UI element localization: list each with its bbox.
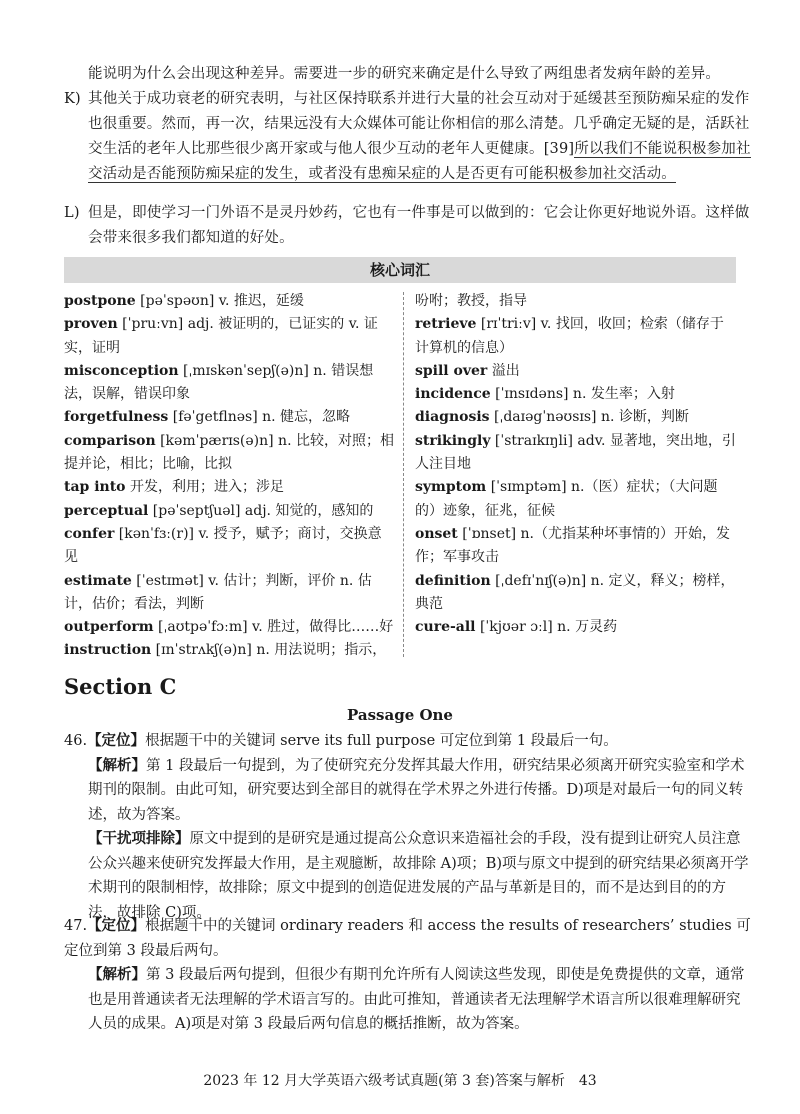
vocab-entry xyxy=(415,383,737,406)
vocab-def: [ˈkjʊər ɔːl] n. 万灵药 xyxy=(475,619,618,636)
vocab-entry xyxy=(415,313,737,360)
locate-text: 根据题干中的关键词 ordinary readers 和 access the results of researchers’ studies 可定位到第 3 段最后两句。 xyxy=(64,918,751,959)
vocab-entry xyxy=(64,570,394,617)
vocab-def: [ˈɪnsɪdəns] n. 发生率；入射 xyxy=(490,386,675,403)
vocab-def: [ˌmɪskənˈsepʃ(ə)n] n. 错误想法，误解，错误印象 xyxy=(64,362,374,403)
vocab-def: [kənˈfɜː(r)] v. 授予，赋予；商讨，交换意见 xyxy=(64,525,382,566)
paragraph-k xyxy=(64,87,754,187)
paragraph-l-text: 但是，即使学习一门外语不是灵丹妙药，它也有一件事是可以做到的：它会让你更好地说外语。这样做会带来很多我们都知道的好处。 xyxy=(88,205,750,246)
vocab-def: [ˌaʊtpəˈfɔːm] v. 胜过，做得比……好 xyxy=(153,619,394,636)
vocab-def: [pəˈspəʊn] v. 推迟，延缓 xyxy=(135,293,304,309)
vocab-word: spill over xyxy=(415,362,488,379)
vocab-entry xyxy=(415,290,737,313)
vocab-word: forgetfulness xyxy=(64,409,169,426)
vocab-right-column xyxy=(415,290,737,639)
paragraph-k-body xyxy=(64,87,754,187)
vocab-entry xyxy=(415,406,737,429)
vocab-def: [fəˈgetflnəs] n. 健忘，忽略 xyxy=(168,409,351,426)
paragraph-l-letter: L) xyxy=(64,205,80,221)
vocab-entry xyxy=(64,523,394,570)
locate-label: 【定位】 xyxy=(87,917,146,934)
intro-paragraph xyxy=(88,62,748,87)
vocab-word: incidence xyxy=(415,386,491,403)
question-46-distractors xyxy=(64,827,754,925)
analysis-label: 【解析】 xyxy=(88,966,146,983)
vocab-word: diagnosis xyxy=(415,409,490,426)
distractor-text: 原文中提到的是研究是通过提高公众意识来造福社会的手段，没有提到让研究人员注意公众兴趣来使研究发挥最大作用，是主观臆断，故排除 A)项；B)项与原文中提到的研究结果必须离开学术期刊的限制相悖，故排除；原文中提到的创造促进发展的产品与革新是目的，而不是达到目的的方法，故排除 C)项。 xyxy=(88,831,749,921)
vocab-word: outperform xyxy=(64,619,154,636)
question-47-locate xyxy=(64,914,754,963)
question-46-analysis xyxy=(64,754,754,828)
question-47 xyxy=(64,914,754,1037)
vocab-def: [ˌdefɪˈnɪʃ(ə)n] n. 定义，释义；榜样，典范 xyxy=(415,572,735,612)
vocab-def: [ˈsɪmptəm] n.（医）症状；（大问题的）迹象，征兆，征候 xyxy=(415,479,718,519)
locate-text: 根据题干中的关键词 serve its full purpose 可定位到第 1 段最后一句。 xyxy=(145,733,618,749)
locate-label: 【定位】 xyxy=(87,732,146,749)
vocab-def: 吩咐；教授，指导 xyxy=(415,293,527,309)
underlined-sentence: 所以我们不能说积极参加社交活动是否能预防痴呆症的发生，或者没有患痴呆症的人是否更有可能积极参加社交活动。 xyxy=(88,141,751,182)
vocab-entry xyxy=(415,476,737,523)
vocab-word: tap into xyxy=(64,479,126,496)
vocab-word: definition xyxy=(415,572,491,589)
vocab-def: [ˈpruːvn] adj. 被证明的，已证实的 v. 证实，证明 xyxy=(64,316,378,356)
paragraph-l xyxy=(64,201,754,251)
vocab-def: [kəmˈpærɪs(ə)n] n. 比较，对照；相提并论，相比；比喻，比拟 xyxy=(64,432,394,473)
vocab-def: [ɪnˈstrʌkʃ(ə)n] n. 用法说明；指示， xyxy=(151,642,387,659)
vocab-def: 开发，利用；进入；涉足 xyxy=(125,479,284,496)
question-47-analysis xyxy=(64,963,754,1037)
vocab-entry xyxy=(415,360,737,383)
analysis-text: 第 1 段最后一句提到，为了使研究充分发挥其最大作用，研究结果必须离开研究实验室和学术期刊的限制。由此可知，研究要达到全部目的就得在学术界之外进行传播。D)项是对最后一句的同义转述，故为答案。 xyxy=(88,757,745,823)
vocab-word: misconception xyxy=(64,362,179,379)
vocab-word: comparison xyxy=(64,432,156,449)
vocab-word: cure-all xyxy=(415,619,476,636)
vocab-word: proven xyxy=(64,316,118,333)
vocab-word: postpone xyxy=(64,293,136,309)
column-divider xyxy=(403,292,404,657)
vocab-def: [ˈstraɪkɪŋli] adv. 显著地，突出地，引人注目地 xyxy=(415,432,736,473)
vocab-entry xyxy=(64,313,394,360)
analysis-text: 第 3 段最后两句提到，但很少有期刊允许所有人阅读这些发现，即使是免费提供的文章，通常也是用普通读者无法理解的学术语言写的。由此可推知，普通读者无法理解学术语言所以很难理解研究人员的成果。A)项是对第 3 段最后两句信息的概括推断，故为答案。 xyxy=(88,967,745,1032)
vocab-header: 核心词汇 xyxy=(64,257,736,283)
vocab-word: strikingly xyxy=(415,432,491,449)
question-46-locate xyxy=(64,729,754,754)
question-number: 46. xyxy=(64,733,88,749)
distractor-label: 【干扰项排除】 xyxy=(88,830,190,847)
vocab-word: perceptual xyxy=(64,502,149,519)
vocab-entry xyxy=(64,500,394,523)
question-marker: [39] xyxy=(543,141,575,157)
vocab-def: [ˈestɪmət] v. 估计；判断，评价 n. 估计，估价；看法，判断 xyxy=(64,572,372,612)
vocab-entry xyxy=(415,616,737,639)
vocab-entry xyxy=(64,639,394,662)
vocab-def: [rɪˈtriːv] v. 找回，收回；检索（储存于计算机的信息） xyxy=(415,316,724,356)
vocab-entry xyxy=(64,476,394,499)
paragraph-k-letter: K) xyxy=(64,91,81,107)
vocab-entry xyxy=(415,523,737,570)
vocab-word: estimate xyxy=(64,572,132,589)
vocab-entry xyxy=(415,430,737,477)
vocab-def: 溢出 xyxy=(487,362,520,379)
question-46 xyxy=(64,729,754,925)
vocab-entry xyxy=(64,430,394,477)
vocab-def: [pəˈseptʃuəl] adj. 知觉的，感知的 xyxy=(148,502,374,519)
question-number: 47. xyxy=(64,918,88,934)
vocab-entry xyxy=(64,290,394,313)
vocab-entry xyxy=(415,570,737,617)
vocab-def: [ˈɒnset] n.（尤指某种坏事情的）开始，发作；军事攻击 xyxy=(415,525,730,566)
passage-title: Passage One xyxy=(347,706,453,724)
vocab-word: retrieve xyxy=(415,316,477,333)
vocab-left-column xyxy=(64,290,394,663)
vocab-word: confer xyxy=(64,525,115,542)
vocab-entry xyxy=(64,406,394,429)
vocab-entry xyxy=(64,616,394,639)
vocab-word: symptom xyxy=(415,479,487,496)
vocab-word: instruction xyxy=(64,642,152,659)
analysis-label: 【解析】 xyxy=(88,756,146,774)
section-title: Section C xyxy=(64,674,177,699)
intro-text: 能说明为什么会出现这种差异。需要进一步的研究来确定是什么导致了两组患者发病年龄的差异。 xyxy=(88,66,721,82)
vocab-word: onset xyxy=(415,525,458,542)
paragraph-k-text: 其他关于成功衰老的研究表明，与社区保持联系并进行大量的社会互动对于延缓甚至预防痴呆症的发作也很重要。然而，再一次，结果远没有大众媒体可能让你相信的那么清楚。几乎确定无疑的是，活跃社交生活的老年人比那些很少离开家或与他人很少互动的老年人更健康。 xyxy=(88,91,750,157)
page-footer: 2023 年 12 月大学英语六级考试真题(第 3 套)答案与解析 43 xyxy=(203,1073,597,1089)
vocab-def: [ˌdaɪəgˈnəʊsɪs] n. 诊断，判断 xyxy=(489,409,689,426)
vocab-entry xyxy=(64,360,394,407)
